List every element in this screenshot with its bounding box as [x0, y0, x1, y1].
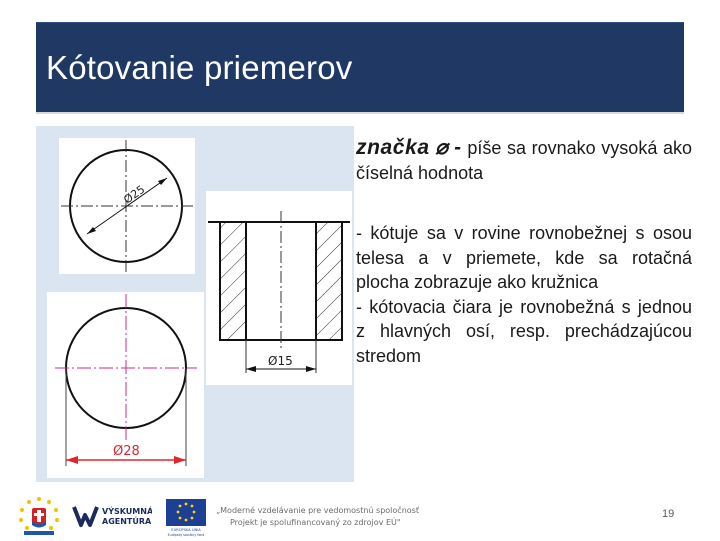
project-line-2: Projekt je spolufinancovaný zo zdrojov EÚ" [230, 518, 401, 527]
fig3-label: Ø28 [113, 444, 140, 459]
diameter-symbol: ⌀ [435, 136, 449, 159]
figure-section-tube [206, 191, 352, 385]
lead-word: značka [356, 136, 430, 159]
fig2-label: Ø15 [268, 354, 293, 368]
logo2-line1: VÝSKUMNÁ [102, 507, 152, 516]
fig1-label: Ø25 [121, 182, 148, 207]
paragraph-rules [356, 221, 692, 368]
logo2-line2: AGENTÚRA [102, 517, 152, 526]
rule-plane: - kótuje sa v rovine rovnobežnej s osou telesa a v priemete, kde sa rotačná plocha zobrazuje ako kružnica [356, 223, 692, 292]
ministry-logo [16, 495, 62, 537]
eu-flag-logo [162, 497, 210, 537]
footer-logos [10, 493, 422, 540]
slide-title: Kótovanie priemerov [46, 49, 353, 86]
figure-diameter-horizontal [47, 292, 204, 478]
eu-caption-2: Európsky sociálny fond [167, 533, 205, 537]
research-agency-logo [72, 501, 152, 531]
lead-dash: - [454, 136, 462, 159]
project-line-1: „Moderné vzdelávanie pre vedomostnú spoločnosť [216, 506, 419, 515]
paragraph-symbol [356, 136, 692, 185]
page-number: 19 [662, 508, 675, 520]
eu-caption-1: EURÓPSKA ÚNIA [171, 528, 201, 532]
lead-rest: píše sa rovnako vysoká ako číselná hodnota [356, 138, 692, 183]
project-caption [216, 503, 422, 533]
rule-dimension-line: - kótovacia čiara je rovnobežná s jednou z hlavných osí, resp. prechádzajúcou stredom [356, 296, 692, 366]
title-bar [36, 22, 684, 114]
figure-diameter-circle [59, 138, 195, 274]
